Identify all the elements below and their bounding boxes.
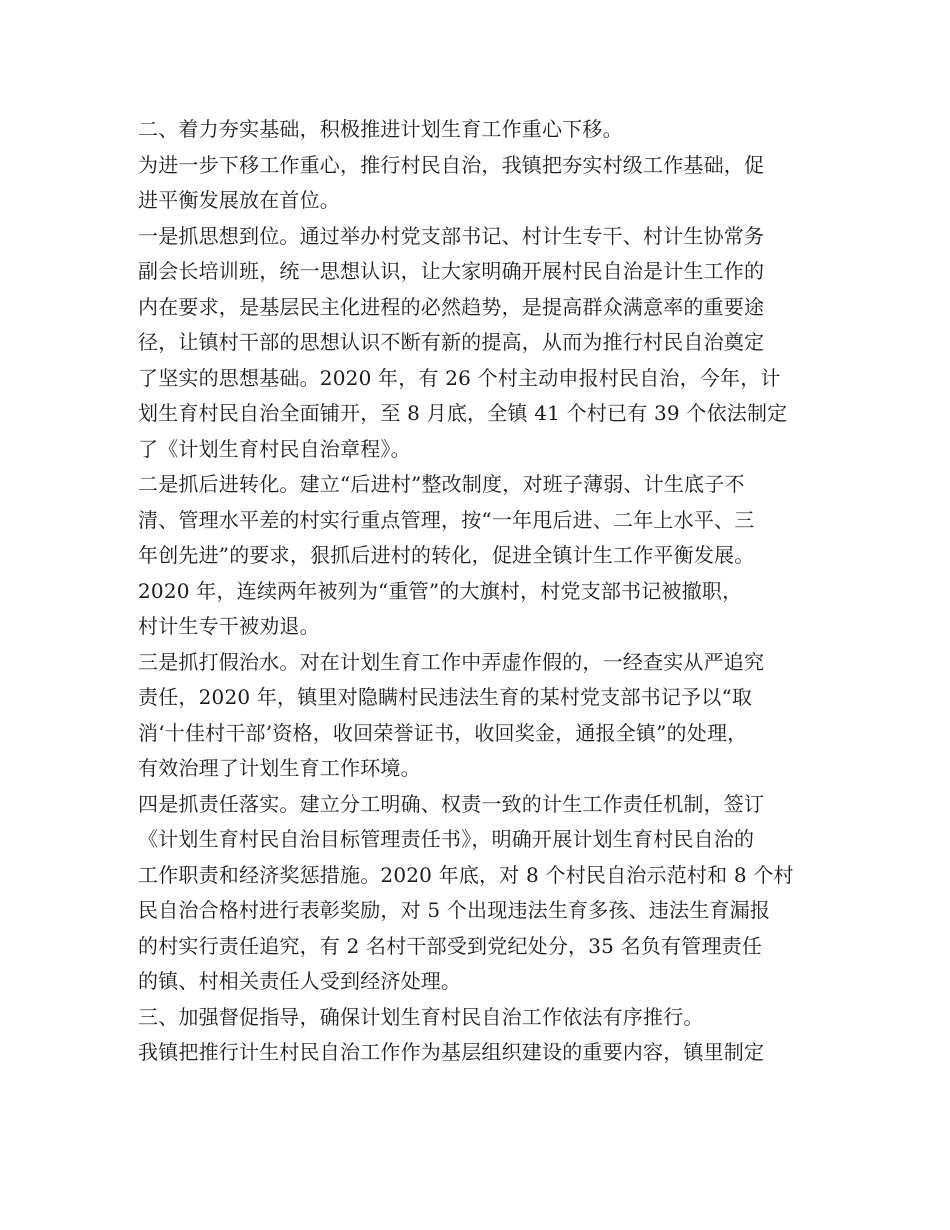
text-line: 村计生专干被劝退。 <box>138 614 320 638</box>
text-line: 进平衡发展放在首位。 <box>138 188 340 212</box>
text-line: 民自治合格村进行表彰奖励，对 5 个出现违法生育多孩、违法生育漏报 <box>138 898 771 922</box>
text-line: 四是抓责任落实。建立分工明确、权责一致的计生工作责任机制，签订 <box>138 791 765 816</box>
text-line: 径，让镇村干部的思想认识不断有新的提高，从而为推行村民自治奠定 <box>138 330 765 354</box>
text-line: 责任，2020 年，镇里对隐瞒村民违法生育的某村党支部书记予以“取 <box>138 685 753 709</box>
text-line: 了坚实的思想基础。2020 年，有 26 个村主动申报村民自治，今年，计 <box>138 365 781 390</box>
document-body <box>138 112 838 1071</box>
text-line: 《计划生育村民自治目标管理责任书》，明确开展计划生育村民自治的 <box>138 827 755 851</box>
text-line: 2020 年，连续两年被列为“重管”的大旗村，村党支部书记被撤职， <box>138 578 743 603</box>
text-line: 消‘十佳村干部’资格，收回荣誉证书，收回奖金，通报全镇”的处理， <box>138 720 748 745</box>
text-line: 为进一步下移工作重心，推行村民自治，我镇把夯实村级工作基础，促 <box>138 152 765 177</box>
text-line: 年创先进”的要求，狠抓后进村的转化，促进全镇计生工作平衡发展。 <box>138 543 755 567</box>
text-line: 副会长培训班，统一思想认识，让大家明确开展村民自治是计生工作的 <box>138 259 765 283</box>
text-line: 了《计划生育村民自治章程》。 <box>138 436 411 461</box>
text-line: 内在要求，是基层民主化进程的必然趋势，是提高群众满意率的重要途 <box>138 294 765 319</box>
text-line: 的镇、村相关责任人受到经济处理。 <box>138 969 462 993</box>
text-line: 我镇把推行计生村民自治工作作为基层组织建设的重要内容，镇里制定 <box>138 1040 765 1064</box>
text-line: 清、管理水平差的村实行重点管理，按“一年甩后进、二年上水平、三 <box>138 507 755 532</box>
text-line: 的村实行责任追究，有 2 名村干部受到党纪处分，35 名负有管理责任 <box>138 933 763 958</box>
text-line: 工作职责和经济奖惩措施。2020 年底，对 8 个村民自治示范村和 8 个村 <box>138 862 794 887</box>
text-line: 一是抓思想到位。通过举办村党支部书记、村计生专干、村计生协常务 <box>138 223 765 248</box>
text-line: 三、加强督促指导，确保计划生育村民自治工作依法有序推行。 <box>138 1004 704 1029</box>
text-line: 二是抓后进转化。建立“后进村”整改制度，对班子薄弱、计生底子不 <box>138 472 745 496</box>
text-line: 二、着力夯实基础，积极推进计划生育工作重心下移。 <box>138 117 623 141</box>
text-line: 三是抓打假治水。对在计划生育工作中弄虚作假的，一经查实从严追究 <box>138 649 765 674</box>
text-line: 划生育村民自治全面铺开，至 8 月底，全镇 41 个村已有 39 个依法制定 <box>138 401 788 425</box>
text-line: 有效治理了计划生育工作环境。 <box>138 756 421 780</box>
